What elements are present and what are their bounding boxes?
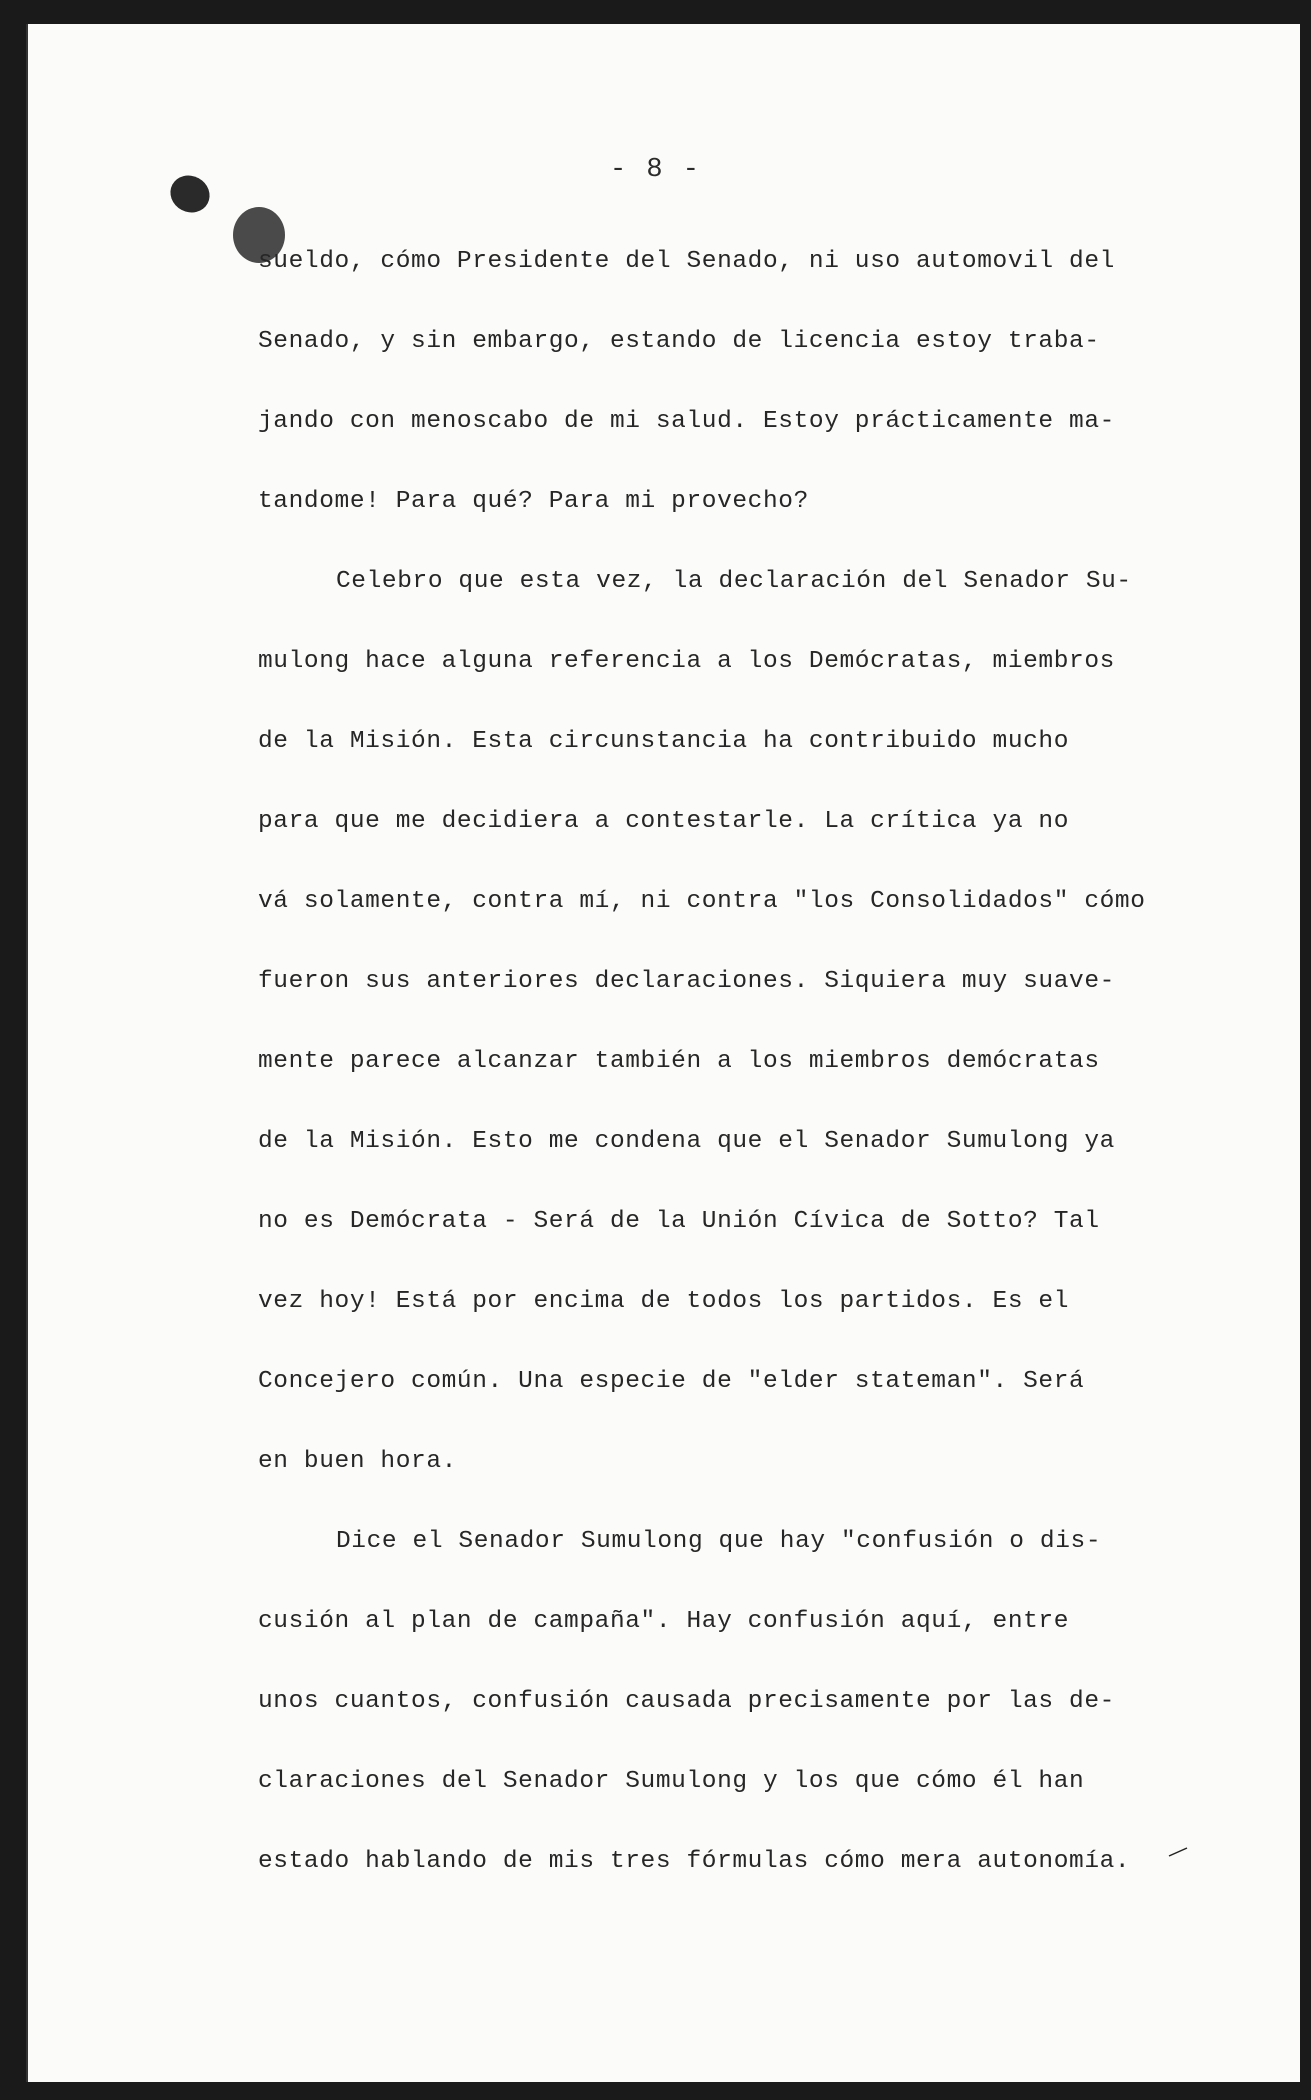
text-line: mente parece alcanzar también a los miembros demócratas <box>258 1048 1100 1075</box>
text-line: para que me decidiera a contestarle. La crítica ya no <box>258 808 1070 835</box>
typed-text-body <box>258 222 1158 1902</box>
text-line: estado hablando de mis tres fórmulas cómo mera autonomía. <box>258 1848 1131 1875</box>
text-line: de la Misión. Esto me condena que el Senador Sumulong ya <box>258 1128 1115 1155</box>
text-line: vá solamente, contra mí, ni contra "los Consolidados" cómo <box>258 888 1146 915</box>
text-line: Senado, y sin embargo, estando de licencia estoy traba- <box>258 328 1100 355</box>
paragraph-start-line: Dice el Senador Sumulong que hay "confusión o dis- <box>336 1528 1102 1555</box>
text-line: cusión al plan de campaña". Hay confusión aquí, entre <box>258 1608 1070 1635</box>
text-line: vez hoy! Está por encima de todos los partidos. Es el <box>258 1288 1070 1315</box>
text-line: fueron sus anteriores declaraciones. Siquiera muy suave- <box>258 968 1115 995</box>
page-number: - 8 - <box>609 155 701 185</box>
text-line: mulong hace alguna referencia a los Demócratas, miembros <box>258 648 1115 675</box>
text-line: tandome! Para qué? Para mi provecho? <box>258 488 809 515</box>
text-line: Concejero común. Una especie de "elder stateman". Será <box>258 1368 1085 1395</box>
text-line: no es Demócrata - Será de la Unión Cívica de Sotto? Tal <box>258 1208 1100 1235</box>
text-line: claraciones del Senador Sumulong y los que cómo él han <box>258 1768 1085 1795</box>
text-line: sueldo, cómo Presidente del Senado, ni uso automovil del <box>258 248 1115 275</box>
margin-check-mark <box>1168 1847 1188 1857</box>
text-line: unos cuantos, confusión causada precisamente por las de- <box>258 1688 1115 1715</box>
text-line: de la Misión. Esta circunstancia ha contribuido mucho <box>258 728 1070 755</box>
text-line: en buen hora. <box>258 1448 457 1475</box>
text-line: jando con menoscabo de mi salud. Estoy prácticamente ma- <box>258 408 1115 435</box>
paragraph-start-line: Celebro que esta vez, la declaración del Senador Su- <box>336 568 1132 595</box>
